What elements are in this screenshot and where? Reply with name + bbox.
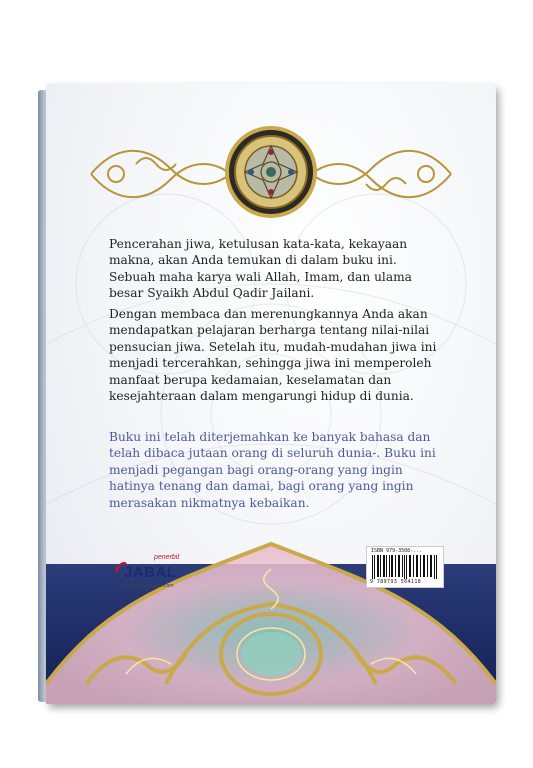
medallion-icon [227, 128, 315, 216]
back-cover [46, 84, 496, 704]
isbn-label: ISBN 979-3508-... [371, 548, 423, 554]
publisher-prefix: penerbit [154, 554, 180, 561]
publisher-url: www.penerbitjabal.com [122, 583, 174, 589]
barcode-bars-icon [371, 555, 439, 579]
isbn-barcode [366, 546, 444, 588]
barcode-digits: 9 789793 564118 [370, 579, 422, 585]
publisher-logo [114, 554, 194, 594]
book-mockup [38, 84, 498, 708]
description-paragraph-2: Dengan membaca dan merenungkannya Anda akan mendapatkan pelajaran berharga tentang nilai-nilai pensucian jiwa. Setelah itu, mudah-mudahan jiwa ini menjadi tercerahkan, sehingga jiwa ini memperoleh manfaat berupa kedamaian, keselamatan dan kesejahteraan dalam mengarungi hidup di dunia. [109, 307, 437, 404]
description-paragraph-1: Pencerahan jiwa, ketulusan kata-kata, kekayaan makna, akan Anda temukan di dalam buku ini. Sebuah maha karya wali Allah, Imam, dan ulama besar Syaikh Abdul Qadir Jailani. [109, 237, 412, 301]
description-paragraph-3: Buku ini telah diterjemahkan ke banyak bahasa dan telah dibaca jutaan orang di seluruh dunia-. Buku ini menjadi pegangan bagi orang-orang yang ingin hatinya tenang dan damai, bagi orang yang ingin merasakan nikmatnya kebaikan. [109, 430, 436, 510]
top-gold-ornament [76, 124, 466, 224]
publisher-name: JABAL [124, 564, 177, 581]
